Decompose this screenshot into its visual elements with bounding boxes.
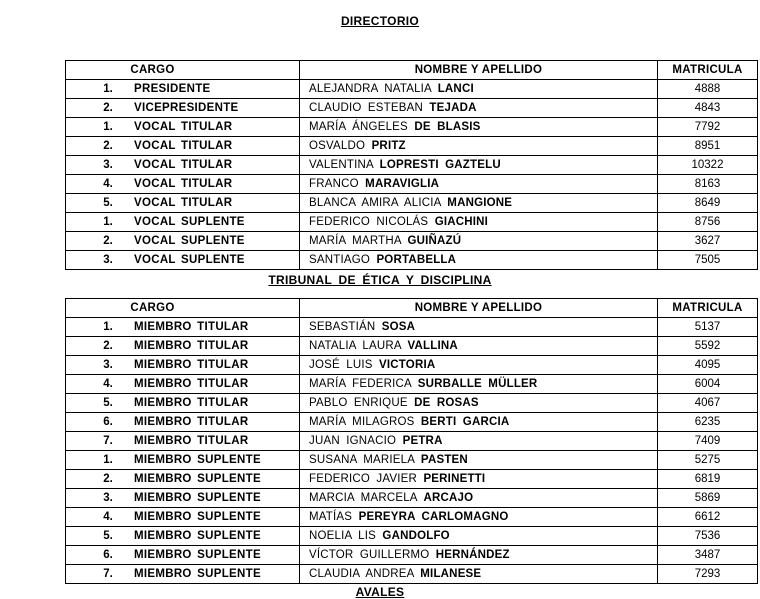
header-cargo: CARGO [66, 299, 300, 318]
cargo-cell [66, 489, 300, 508]
cargo-label: VOCAL TITULAR [134, 121, 233, 133]
name-cell [300, 80, 658, 99]
avales-title: AVALES [355, 585, 405, 599]
cargo-label: MIEMBRO TITULAR [134, 340, 249, 352]
table-row [66, 137, 758, 156]
first-name: CLAUDIO ESTEBAN [309, 102, 423, 114]
cargo-label: VOCAL SUPLENTE [134, 254, 245, 266]
first-name: MARÍA FEDERICA [309, 378, 412, 390]
name-cell [300, 432, 658, 451]
first-name: OSVALDO [309, 140, 366, 152]
last-name: LOPRESTI GAZTELU [379, 159, 501, 171]
header-matricula: MATRICULA [658, 299, 758, 318]
matricula-cell: 5592 [658, 337, 758, 356]
first-name: SEBASTIÁN [309, 321, 376, 333]
row-number: 2. [103, 473, 113, 485]
table-row [66, 251, 758, 270]
table-header-row [66, 299, 758, 318]
last-name: MARAVIGLIA [365, 178, 440, 190]
last-name: DE BLASIS [414, 121, 481, 133]
cargo-label: VOCAL TITULAR [134, 140, 233, 152]
cargo-cell [66, 137, 300, 156]
tribunal-title: TRIBUNAL DE ÉTICA Y DISCIPLINA [268, 273, 492, 287]
name-cell [300, 99, 658, 118]
first-name: NOELIA LIS [309, 530, 377, 542]
matricula-cell: 8649 [658, 194, 758, 213]
first-name: MATÍAS [309, 511, 353, 523]
cargo-cell [66, 470, 300, 489]
header-nombre: NOMBRE Y APELLIDO [300, 299, 658, 318]
matricula-cell: 7293 [658, 565, 758, 584]
name-cell [300, 375, 658, 394]
matricula-cell: 8163 [658, 175, 758, 194]
row-number: 2. [103, 340, 113, 352]
matricula-cell: 4843 [658, 99, 758, 118]
last-name: SURBALLE MÜLLER [417, 378, 538, 390]
last-name: PEREYRA CARLOMAGNO [358, 511, 509, 523]
table-row [66, 546, 758, 565]
name-cell [300, 137, 658, 156]
cargo-cell [66, 508, 300, 527]
cargo-cell [66, 394, 300, 413]
table-row [66, 432, 758, 451]
row-number: 1. [103, 83, 113, 95]
name-cell [300, 251, 658, 270]
last-name: PRITZ [371, 140, 406, 152]
cargo-label: MIEMBRO SUPLENTE [134, 549, 261, 561]
table-row [66, 194, 758, 213]
cargo-cell [66, 251, 300, 270]
table-row [66, 356, 758, 375]
last-name: VICTORIA [379, 359, 436, 371]
row-number: 1. [103, 121, 113, 133]
cargo-cell [66, 375, 300, 394]
cargo-label: MIEMBRO TITULAR [134, 397, 249, 409]
cargo-cell [66, 337, 300, 356]
matricula-cell: 3627 [658, 232, 758, 251]
cargo-label: VOCAL TITULAR [134, 197, 233, 209]
matricula-cell: 4067 [658, 394, 758, 413]
last-name: VALLINA [407, 340, 458, 352]
row-number: 6. [103, 549, 113, 561]
row-number: 4. [103, 178, 113, 190]
table-row [66, 99, 758, 118]
matricula-cell: 8951 [658, 137, 758, 156]
table-row [66, 489, 758, 508]
table-row [66, 156, 758, 175]
name-cell [300, 546, 658, 565]
table-row [66, 337, 758, 356]
name-cell [300, 318, 658, 337]
cargo-label: MIEMBRO SUPLENTE [134, 511, 261, 523]
last-name: HERNÁNDEZ [435, 549, 510, 561]
table-row [66, 527, 758, 546]
table-row [66, 413, 758, 432]
first-name: MARÍA ÁNGELES [309, 121, 408, 133]
cargo-label: MIEMBRO TITULAR [134, 359, 249, 371]
cargo-cell [66, 413, 300, 432]
row-number: 3. [103, 492, 113, 504]
tribunal-table [65, 298, 758, 584]
row-number: 1. [103, 216, 113, 228]
row-number: 1. [103, 454, 113, 466]
name-cell [300, 413, 658, 432]
last-name: PASTEN [420, 454, 468, 466]
row-number: 7. [103, 568, 113, 580]
cargo-label: PRESIDENTE [134, 83, 211, 95]
last-name: BERTI GARCIA [420, 416, 510, 428]
last-name: TEJADA [429, 102, 477, 114]
name-cell [300, 118, 658, 137]
name-cell [300, 527, 658, 546]
row-number: 1. [103, 321, 113, 333]
cargo-cell [66, 232, 300, 251]
matricula-cell: 10322 [658, 156, 758, 175]
name-cell [300, 451, 658, 470]
table-row [66, 118, 758, 137]
table-row [66, 375, 758, 394]
cargo-cell [66, 546, 300, 565]
matricula-cell: 8756 [658, 213, 758, 232]
table-row [66, 213, 758, 232]
first-name: SANTIAGO [309, 254, 371, 266]
cargo-label: MIEMBRO TITULAR [134, 321, 249, 333]
name-cell [300, 213, 658, 232]
matricula-cell: 4888 [658, 80, 758, 99]
first-name: VÍCTOR GUILLERMO [309, 549, 430, 561]
matricula-cell: 5869 [658, 489, 758, 508]
first-name: JUAN IGNACIO [309, 435, 397, 447]
cargo-label: MIEMBRO TITULAR [134, 416, 249, 428]
name-cell [300, 194, 658, 213]
last-name: MANGIONE [447, 197, 513, 209]
cargo-cell [66, 432, 300, 451]
cargo-cell [66, 356, 300, 375]
cargo-label: MIEMBRO SUPLENTE [134, 568, 261, 580]
table-row [66, 318, 758, 337]
first-name: MARCIA MARCELA [309, 492, 418, 504]
directorio-title: DIRECTORIO [340, 14, 420, 28]
matricula-cell: 4095 [658, 356, 758, 375]
cargo-label: MIEMBRO SUPLENTE [134, 454, 261, 466]
table-row [66, 451, 758, 470]
first-name: BLANCA AMIRA ALICIA [309, 197, 441, 209]
last-name: PETRA [402, 435, 443, 447]
cargo-cell [66, 194, 300, 213]
last-name: SOSA [381, 321, 416, 333]
matricula-cell: 7409 [658, 432, 758, 451]
first-name: PABLO ENRIQUE [309, 397, 408, 409]
cargo-label: MIEMBRO SUPLENTE [134, 530, 261, 542]
name-cell [300, 232, 658, 251]
cargo-label: VOCAL TITULAR [134, 159, 233, 171]
first-name: SUSANA MARIELA [309, 454, 415, 466]
header-matricula: MATRICULA [658, 61, 758, 80]
row-number: 4. [103, 378, 113, 390]
cargo-label: MIEMBRO SUPLENTE [134, 492, 261, 504]
table-header-row [66, 61, 758, 80]
cargo-cell [66, 318, 300, 337]
cargo-cell [66, 175, 300, 194]
matricula-cell: 7505 [658, 251, 758, 270]
name-cell [300, 470, 658, 489]
cargo-cell [66, 451, 300, 470]
name-cell [300, 508, 658, 527]
header-cargo: CARGO [66, 61, 300, 80]
first-name: CLAUDIA ANDREA [309, 568, 414, 580]
row-number: 3. [103, 254, 113, 266]
matricula-cell: 5137 [658, 318, 758, 337]
cargo-cell [66, 565, 300, 584]
cargo-cell [66, 156, 300, 175]
row-number: 2. [103, 235, 113, 247]
row-number: 3. [103, 159, 113, 171]
name-cell [300, 156, 658, 175]
row-number: 2. [103, 140, 113, 152]
first-name: FEDERICO NICOLÁS [309, 216, 429, 228]
first-name: MARÍA MARTHA [309, 235, 402, 247]
cargo-label: VOCAL SUPLENTE [134, 235, 245, 247]
name-cell [300, 337, 658, 356]
cargo-label: VOCAL SUPLENTE [134, 216, 245, 228]
row-number: 5. [103, 530, 113, 542]
row-number: 5. [103, 397, 113, 409]
header-nombre: NOMBRE Y APELLIDO [300, 61, 658, 80]
last-name: GANDOLFO [382, 530, 450, 542]
matricula-cell: 7792 [658, 118, 758, 137]
matricula-cell: 6235 [658, 413, 758, 432]
matricula-cell: 6004 [658, 375, 758, 394]
row-number: 3. [103, 359, 113, 371]
name-cell [300, 175, 658, 194]
cargo-cell [66, 118, 300, 137]
first-name: JOSÉ LUIS [309, 359, 373, 371]
matricula-cell: 6819 [658, 470, 758, 489]
last-name: LANCI [437, 83, 474, 95]
cargo-label: VOCAL TITULAR [134, 178, 233, 190]
cargo-label: MIEMBRO TITULAR [134, 378, 249, 390]
first-name: VALENTINA [309, 159, 374, 171]
table-row [66, 175, 758, 194]
cargo-cell [66, 527, 300, 546]
name-cell [300, 565, 658, 584]
last-name: PERINETTI [423, 473, 486, 485]
last-name: MILANESE [420, 568, 482, 580]
table-row [66, 508, 758, 527]
row-number: 6. [103, 416, 113, 428]
name-cell [300, 489, 658, 508]
first-name: FRANCO [309, 178, 359, 190]
last-name: GIACHINI [434, 216, 489, 228]
row-number: 7. [103, 435, 113, 447]
row-number: 5. [103, 197, 113, 209]
table-row [66, 80, 758, 99]
name-cell [300, 356, 658, 375]
first-name: MARÍA MILAGROS [309, 416, 415, 428]
table-row [66, 232, 758, 251]
cargo-cell [66, 80, 300, 99]
matricula-cell: 7536 [658, 527, 758, 546]
first-name: ALEJANDRA NATALIA [309, 83, 432, 95]
directorio-table [65, 60, 758, 270]
cargo-label: MIEMBRO TITULAR [134, 435, 249, 447]
last-name: DE ROSAS [414, 397, 479, 409]
last-name: PORTABELLA [376, 254, 457, 266]
cargo-cell [66, 99, 300, 118]
matricula-cell: 6612 [658, 508, 758, 527]
first-name: NATALIA LAURA [309, 340, 402, 352]
first-name: FEDERICO JAVIER [309, 473, 418, 485]
cargo-cell [66, 213, 300, 232]
matricula-cell: 5275 [658, 451, 758, 470]
matricula-cell: 3487 [658, 546, 758, 565]
cargo-label: VICEPRESIDENTE [134, 102, 239, 114]
last-name: ARCAJO [423, 492, 474, 504]
cargo-label: MIEMBRO SUPLENTE [134, 473, 261, 485]
row-number: 4. [103, 511, 113, 523]
table-row [66, 470, 758, 489]
row-number: 2. [103, 102, 113, 114]
name-cell [300, 394, 658, 413]
last-name: GUIÑAZÚ [407, 235, 462, 247]
table-row [66, 565, 758, 584]
table-row [66, 394, 758, 413]
